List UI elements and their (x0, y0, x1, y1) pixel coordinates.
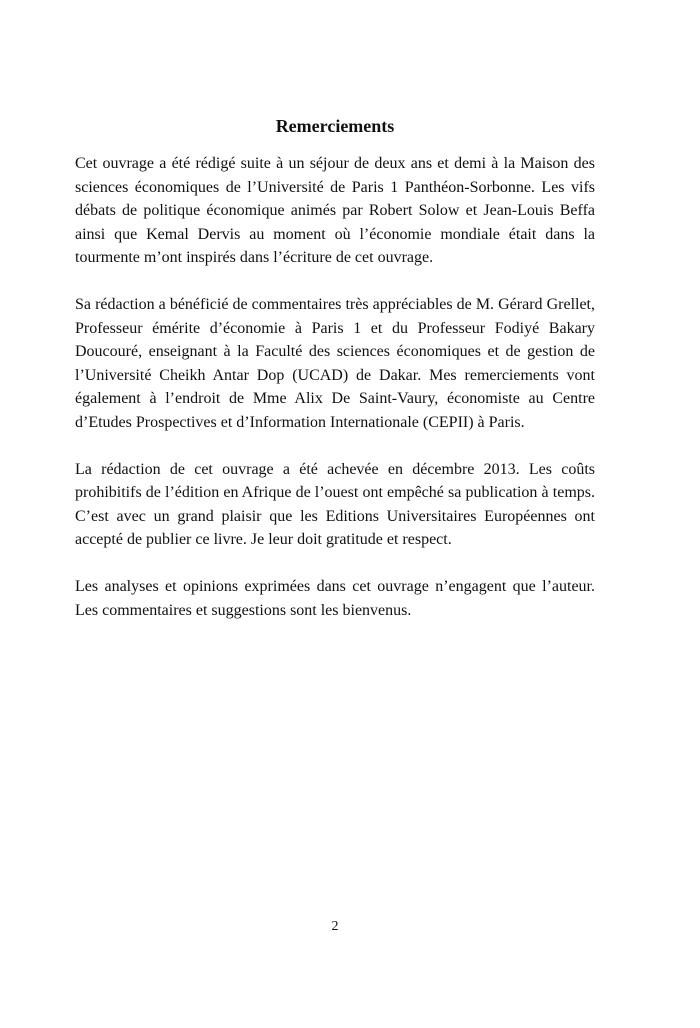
page-number: 2 (331, 919, 339, 934)
paragraph-publication: La rédaction de cet ouvrage a été achevée en décembre 2013. Les coûts prohibitifs de l’édition en Afrique de l’ouest ont empêché sa publication à temps. C’est avec un grand plaisir que les Editions Universitaires Européennes ont accepté de publier ce livre. Je leur doit gratitude et respect. (75, 460, 595, 549)
paragraph-avertissement: Les analyses et opinions exprimées dans cet ouvrage n’engagent que l’auteur. Les commentaires et suggestions sont les bienvenus. (75, 577, 595, 619)
paragraph-commentaires: Sa rédaction a bénéficié de commentaires très appréciables de M. Gérard Grellet, Professeur émérite d’économie à Paris 1 et du Professeur Fodiyé Bakary Doucouré, enseignant à la Faculté des sciences économiques et de gestion de l’Université Cheikh Antar Dop (UCAD) de Dakar. Mes remerciements vont également à l’endroit de Mme Alix De Saint-Vaury, économiste au Centre d’Etudes Prospectives et d’Information Internationale (CEPII) à Paris. (75, 295, 595, 431)
page-title: Remerciements (275, 116, 395, 136)
paragraph-sejour: Cet ouvrage a été rédigé suite à un séjour de deux ans et demi à la Maison des sciences économiques de l’Université de Paris 1 Panthéon-Sorbonne. Les vifs débats de politique économique animés par Robert Solow et Jean-Louis Beffa ainsi que Kemal Dervis au moment où l’économie mondiale était dans la tourmente m’ont inspirés dans l’écriture de cet ouvrage. (75, 155, 595, 267)
body-text (75, 152, 595, 645)
